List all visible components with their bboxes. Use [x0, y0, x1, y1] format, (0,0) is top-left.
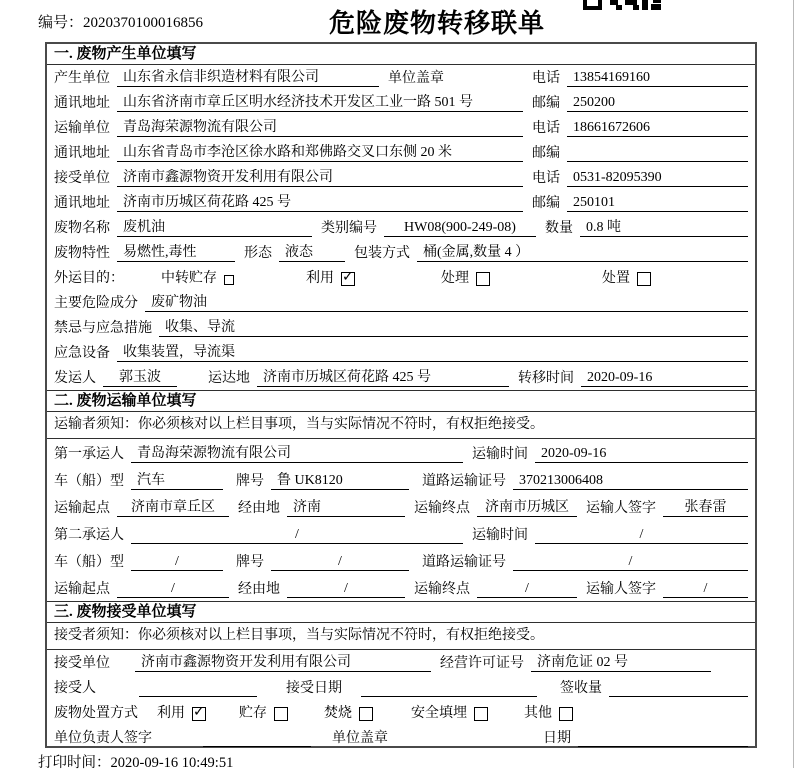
transporter-zip-value: [567, 145, 748, 162]
waste-quantity-label: 数量: [545, 221, 573, 236]
unit-seal2-label: 单位盖章: [332, 731, 388, 746]
destination-value: 济南市历城区荷花路 425 号: [257, 369, 509, 387]
road-cert-value: 370213006408: [513, 472, 748, 490]
checkbox-label: 其他: [524, 706, 552, 721]
receipt-qty-value: [609, 680, 748, 697]
carrier2-sign-label: 运输人签字: [586, 582, 656, 597]
receiver-address-label: 通讯地址: [54, 196, 110, 211]
storage-checkbox: [224, 275, 234, 285]
waste-name-value: 废机油: [117, 219, 312, 237]
receiver-tel-label: 电话: [532, 171, 560, 186]
transfer-time-value: 2020-09-16: [581, 369, 748, 387]
second-carrier-label: 第二承运人: [54, 528, 124, 543]
consignor-row: [47, 365, 755, 390]
checkbox-label: 安全填埋: [411, 706, 467, 721]
transport-time2-value: /: [535, 526, 748, 544]
checkbox-label: 利用: [306, 271, 334, 286]
disposal-landfill-checkbox: [474, 707, 488, 721]
accept-person-value: [139, 680, 257, 697]
plate-value: 鲁 UK8120: [271, 472, 409, 490]
vehicle-type-value: 汽车: [131, 472, 223, 490]
producer-zip-label: 邮编: [532, 96, 560, 111]
route2-end-value: /: [477, 580, 577, 598]
emergency-measures-label: 禁忌与应急措施: [54, 321, 152, 336]
destination-label: 运达地: [208, 371, 250, 386]
vehicle-type-label: 车（船）型: [54, 474, 124, 489]
producer-address-row: [47, 90, 755, 115]
accept-person-row: [47, 675, 755, 700]
checkbox-label: 处理: [441, 271, 469, 286]
page-right-edge: [793, 0, 794, 768]
transfer-purpose-row: [47, 265, 755, 290]
license-label: 经营许可证号: [440, 656, 524, 671]
waste-form-value: 液态: [279, 244, 345, 262]
producer-address-label: 通讯地址: [54, 96, 110, 111]
receiver-tel-value: 0531-82095390: [567, 169, 748, 187]
road-cert2-value: /: [513, 553, 748, 571]
checkbox-label: 贮存: [239, 706, 267, 721]
manifest-form: [45, 42, 757, 748]
waste-name-row: [47, 215, 755, 240]
receiver-notice: 接受者须知：你必须核对以上栏目事项，当与实际情况不符时，有权拒绝接受。: [47, 623, 755, 650]
route-end-value: 济南市历城区: [477, 499, 577, 517]
transporter-address-value: 山东省青岛市李沧区徐水路和郑佛路交叉口东侧 20 米: [117, 144, 523, 162]
waste-category-label: 类别编号: [321, 221, 377, 236]
road-cert-label: 道路运输证号: [422, 474, 506, 489]
transporter-notice: 运输者须知：你必须核对以上栏目事项，当与实际情况不符时，有权拒绝接受。: [47, 412, 755, 439]
vehicle-type2-label: 车（船）型: [54, 555, 124, 570]
route-start-value: 济南市章丘区: [117, 499, 229, 517]
route-via-value: 济南: [287, 499, 405, 517]
responsible-sign-row: [47, 725, 755, 750]
route-row-2: [47, 574, 755, 601]
route-row-1: [47, 493, 755, 520]
waste-name-label: 废物名称: [54, 221, 110, 236]
unit-seal-label: 单位盖章: [388, 71, 444, 86]
packing-label: 包装方式: [354, 246, 410, 261]
receiver-address-value: 济南市历城区荷花路 425 号: [117, 194, 523, 212]
utilize-checkbox: [341, 272, 355, 286]
transporter-address-row: [47, 140, 755, 165]
transport-time-label: 运输时间: [472, 447, 528, 462]
route2-via-label: 经由地: [238, 582, 280, 597]
responsible-sign-label: 单位负责人签字: [54, 731, 152, 746]
section1-header: 一. 废物产生单位填写: [47, 44, 755, 65]
producer-unit-row: [47, 65, 755, 90]
route-via-label: 经由地: [238, 501, 280, 516]
second-carrier-row: [47, 520, 755, 547]
disposal-incinerate-checkbox: [359, 707, 373, 721]
waste-category-value: HW08(900-249-08): [384, 219, 536, 237]
receiver-unit-row: [47, 165, 755, 190]
section-producer: [47, 44, 755, 390]
consignor-value: 郭玉波: [103, 369, 177, 387]
checkbox-label: 焚烧: [324, 706, 352, 721]
serial-number: 2020370100016856: [83, 15, 204, 31]
transporter-tel-value: 18661672606: [567, 119, 748, 137]
transport-time2-label: 运输时间: [472, 528, 528, 543]
disposal-method-label: 废物处置方式: [54, 706, 138, 721]
checkbox-label: 利用: [157, 706, 185, 721]
first-carrier-row: [47, 439, 755, 466]
serial-label: 编号：: [38, 15, 84, 31]
consignor-label: 发运人: [54, 371, 96, 386]
second-carrier-value: /: [131, 526, 463, 544]
disposal-option-store: [239, 702, 288, 722]
responsible-sign-value: [203, 730, 311, 747]
disposal-method-row: [47, 700, 755, 725]
treat-checkbox: [476, 272, 490, 286]
purpose-option-utilize: [306, 267, 355, 287]
route2-start-value: /: [117, 580, 229, 598]
transporter-unit-label: 运输单位: [54, 121, 110, 136]
accept-unit-row: [47, 650, 755, 675]
receipt-qty-label: 签收量: [560, 681, 602, 696]
transporter-tel-label: 电话: [532, 121, 560, 136]
road-cert2-label: 道路运输证号: [422, 555, 506, 570]
hazard-component-label: 主要危险成分: [54, 296, 138, 311]
purpose-option-storage: [161, 267, 234, 287]
receiver-address-row: [47, 190, 755, 215]
receiver-zip-label: 邮编: [532, 196, 560, 211]
receiver-unit-label: 接受单位: [54, 171, 110, 186]
date-label: 日期: [543, 731, 571, 746]
date-value: [578, 730, 748, 747]
print-time-line: [38, 751, 233, 772]
route2-via-value: /: [287, 580, 405, 598]
first-carrier-value: 青岛海荣源物流有限公司: [131, 445, 463, 463]
waste-quantity-value: 0.8 吨: [580, 219, 748, 237]
checkbox-label: 处置: [602, 271, 630, 286]
transfer-time-label: 转移时间: [518, 371, 574, 386]
section2-header: 二. 废物运输单位填写: [47, 390, 755, 412]
emergency-equipment-label: 应急设备: [54, 346, 110, 361]
section-transport: [47, 390, 755, 601]
disposal-store-checkbox: [274, 707, 288, 721]
transporter-address-label: 通讯地址: [54, 146, 110, 161]
checkbox-label: 中转贮存: [161, 271, 217, 286]
plate-label: 牌号: [236, 474, 264, 489]
waste-property-value: 易燃性,毒性: [117, 244, 235, 262]
disposal-other-checkbox: [559, 707, 573, 721]
producer-unit-label: 产生单位: [54, 71, 110, 86]
disposal-option-utilize: [157, 702, 206, 722]
plate2-label: 牌号: [236, 555, 264, 570]
qr-code-fragment: [583, 0, 661, 10]
carrier-sign-label: 运输人签字: [586, 501, 656, 516]
transfer-purpose-label: 外运目的：: [54, 271, 124, 286]
producer-tel-label: 电话: [532, 71, 560, 86]
emergency-measures-row: [47, 315, 755, 340]
plate2-value: /: [271, 553, 409, 571]
vehicle-type-row: [47, 466, 755, 493]
vehicle-type2-value: /: [131, 553, 223, 571]
emergency-equipment-value: 收集装置，导流渠: [117, 344, 748, 362]
route2-end-label: 运输终点: [414, 582, 470, 597]
disposal-option-incinerate: [324, 702, 373, 722]
hazard-component-row: [47, 290, 755, 315]
carrier-sign-value: 张春雷: [663, 499, 748, 517]
carrier2-sign-value: /: [663, 580, 748, 598]
purpose-option-dispose: [602, 267, 651, 287]
route-start-label: 运输起点: [54, 501, 110, 516]
waste-form-label: 形态: [244, 246, 272, 261]
producer-address-value: 山东省济南市章丘区明水经济技术开发区工业一路 501 号: [117, 94, 523, 112]
dispose-checkbox: [637, 272, 651, 286]
hazard-component-value: 废矿物油: [145, 294, 748, 312]
accept-unit-value: 济南市鑫源物资开发利用有限公司: [135, 654, 431, 672]
receiver-zip-value: 250101: [567, 194, 748, 212]
disposal-utilize-checkbox: [192, 707, 206, 721]
section3-header: 三. 废物接受单位填写: [47, 601, 755, 623]
transporter-zip-label: 邮编: [532, 146, 560, 161]
vehicle-type-row-2: [47, 547, 755, 574]
packing-value: 桶(金属,数量 4 ）: [417, 244, 748, 262]
accept-person-label: 接受人: [54, 681, 96, 696]
emergency-equipment-row: [47, 340, 755, 365]
producer-tel-value: 13854169160: [567, 69, 748, 87]
license-value: 济南危证 02 号: [531, 654, 711, 672]
accept-date-label: 接受日期: [286, 681, 342, 696]
transporter-unit-row: [47, 115, 755, 140]
route-end-label: 运输终点: [414, 501, 470, 516]
waste-property-label: 废物特性: [54, 246, 110, 261]
accept-unit-label: 接受单位: [54, 656, 110, 671]
emergency-measures-value: 收集、导流: [159, 319, 748, 337]
first-carrier-label: 第一承运人: [54, 447, 124, 462]
waste-property-row: [47, 240, 755, 265]
print-time-label: 打印时间：: [38, 755, 111, 771]
route2-start-label: 运输起点: [54, 582, 110, 597]
disposal-option-other: [524, 702, 573, 722]
producer-unit-value: 山东省永信非织造材料有限公司: [117, 69, 379, 87]
accept-date-value: [361, 680, 537, 697]
transporter-unit-value: 青岛海荣源物流有限公司: [117, 119, 523, 137]
producer-zip-value: 250200: [567, 94, 748, 112]
print-time-value: 2020-09-16 10:49:51: [110, 755, 234, 771]
receiver-unit-value: 济南市鑫源物资开发利用有限公司: [117, 169, 523, 187]
transport-time-value: 2020-09-16: [535, 445, 748, 463]
section-receiver: [47, 601, 755, 750]
purpose-option-treat: [441, 267, 490, 287]
page-title: 危险废物转移联单: [328, 9, 545, 38]
disposal-option-landfill: [411, 702, 488, 722]
